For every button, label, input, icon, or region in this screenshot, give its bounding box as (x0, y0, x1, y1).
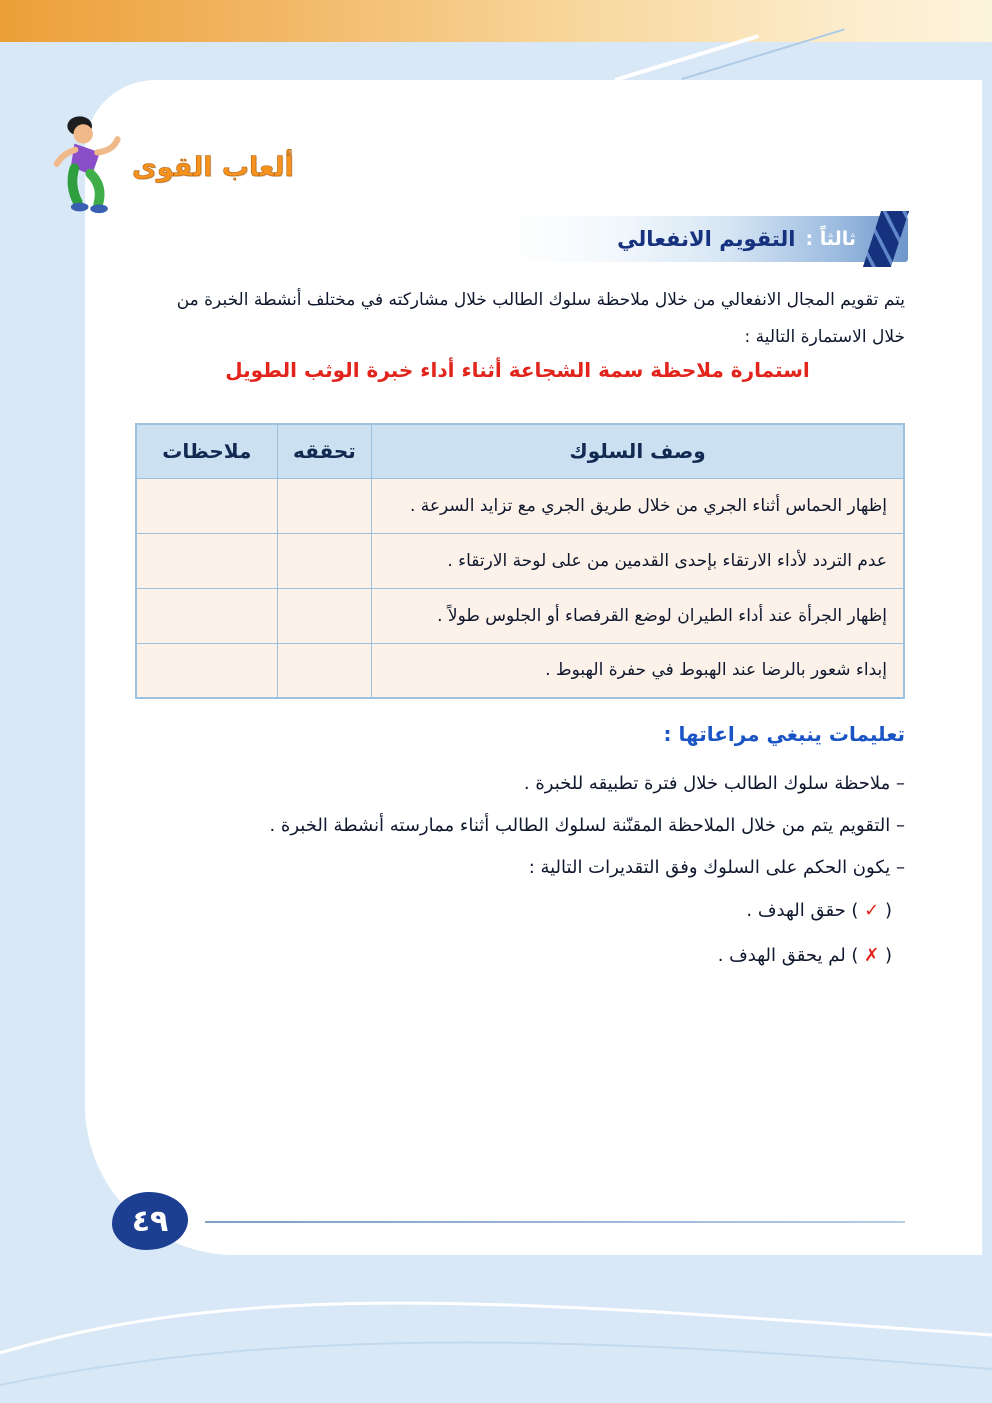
table-row (136, 478, 904, 533)
table-row (136, 643, 904, 698)
behavior-cell: إظهار الجرأة عند أداء الطيران لوضع القرفصاء أو الجلوس طولاً . (372, 588, 904, 643)
paren-open: ( (879, 900, 892, 921)
bottom-curve-decoration (0, 1243, 992, 1403)
x-mark-icon: ✗ (864, 945, 880, 966)
runner-illustration (48, 110, 136, 249)
footer-rule (205, 1221, 905, 1223)
form-title: استمارة ملاحظة سمة الشجاعة أثناء أداء خبرة الوثب الطويل (225, 358, 810, 382)
intro-line-1: يتم تقويم المجال الانفعالي من خلال ملاحظة سلوك الطالب خلال مشاركته في مختلف أنشطة الخبرة من (176, 290, 905, 310)
achieved-cell (277, 643, 371, 698)
col-header-notes: ملاحظات (136, 424, 277, 478)
section-banner (505, 216, 908, 262)
rating-legend (718, 888, 892, 978)
col-header-achieved: تحققه (277, 424, 371, 478)
intro-line-2: خلال الاستمارة التالية : (744, 327, 905, 347)
achieved-cell (277, 588, 371, 643)
rating-not-achieved-label: ) لم يحقق الهدف . (717, 945, 865, 966)
banner-ribbon-icon (863, 211, 909, 267)
table-row (136, 588, 904, 643)
achieved-cell (277, 478, 371, 533)
instruction-item: – يكون الحكم على السلوك وفق التقديرات التالية : (528, 857, 905, 878)
page-number-badge: ٤٩ (112, 1192, 188, 1250)
instructions-list (110, 763, 905, 889)
behavior-cell: إظهار الحماس أثناء الجري من خلال طريق الجري مع تزايد السرعة . (372, 478, 904, 533)
logo-text: ألعاب القوى (132, 152, 294, 183)
rating-achieved-label: ) حقق الهدف . (746, 900, 865, 921)
rating-achieved (718, 888, 892, 933)
top-decorative-bar (0, 0, 992, 42)
table-row (136, 533, 904, 588)
section-banner-prefix: ثالثاً : (805, 228, 856, 250)
section-banner-title: التقويم الانفعالي (617, 227, 796, 251)
col-header-behavior: وصف السلوك (372, 424, 904, 478)
instructions-heading: تعليمات ينبغي مراعاتها : (663, 722, 905, 746)
notes-cell (136, 478, 277, 533)
instruction-item: – ملاحظة سلوك الطالب خلال فترة تطبيقه للخبرة . (523, 773, 905, 794)
check-mark-icon: ✓ (864, 900, 880, 921)
behavior-cell: إبداء شعور بالرضا عند الهبوط في حفرة الهبوط . (372, 643, 904, 698)
notes-cell (136, 588, 277, 643)
instruction-item: – التقويم يتم من خلال الملاحظة المقنّنة لسلوك الطالب أثناء ممارسته أنشطة الخبرة . (269, 815, 905, 836)
rating-not-achieved (718, 933, 892, 978)
runner-icon (48, 110, 136, 245)
observation-table (135, 423, 905, 699)
table-header-row (136, 424, 904, 478)
notes-cell (136, 643, 277, 698)
behavior-cell: عدم التردد لأداء الارتقاء بإحدى القدمين من على لوحة الارتقاء . (372, 533, 904, 588)
achieved-cell (277, 533, 371, 588)
notes-cell (136, 533, 277, 588)
intro-paragraph (130, 282, 905, 356)
paren-open: ( (879, 945, 892, 966)
